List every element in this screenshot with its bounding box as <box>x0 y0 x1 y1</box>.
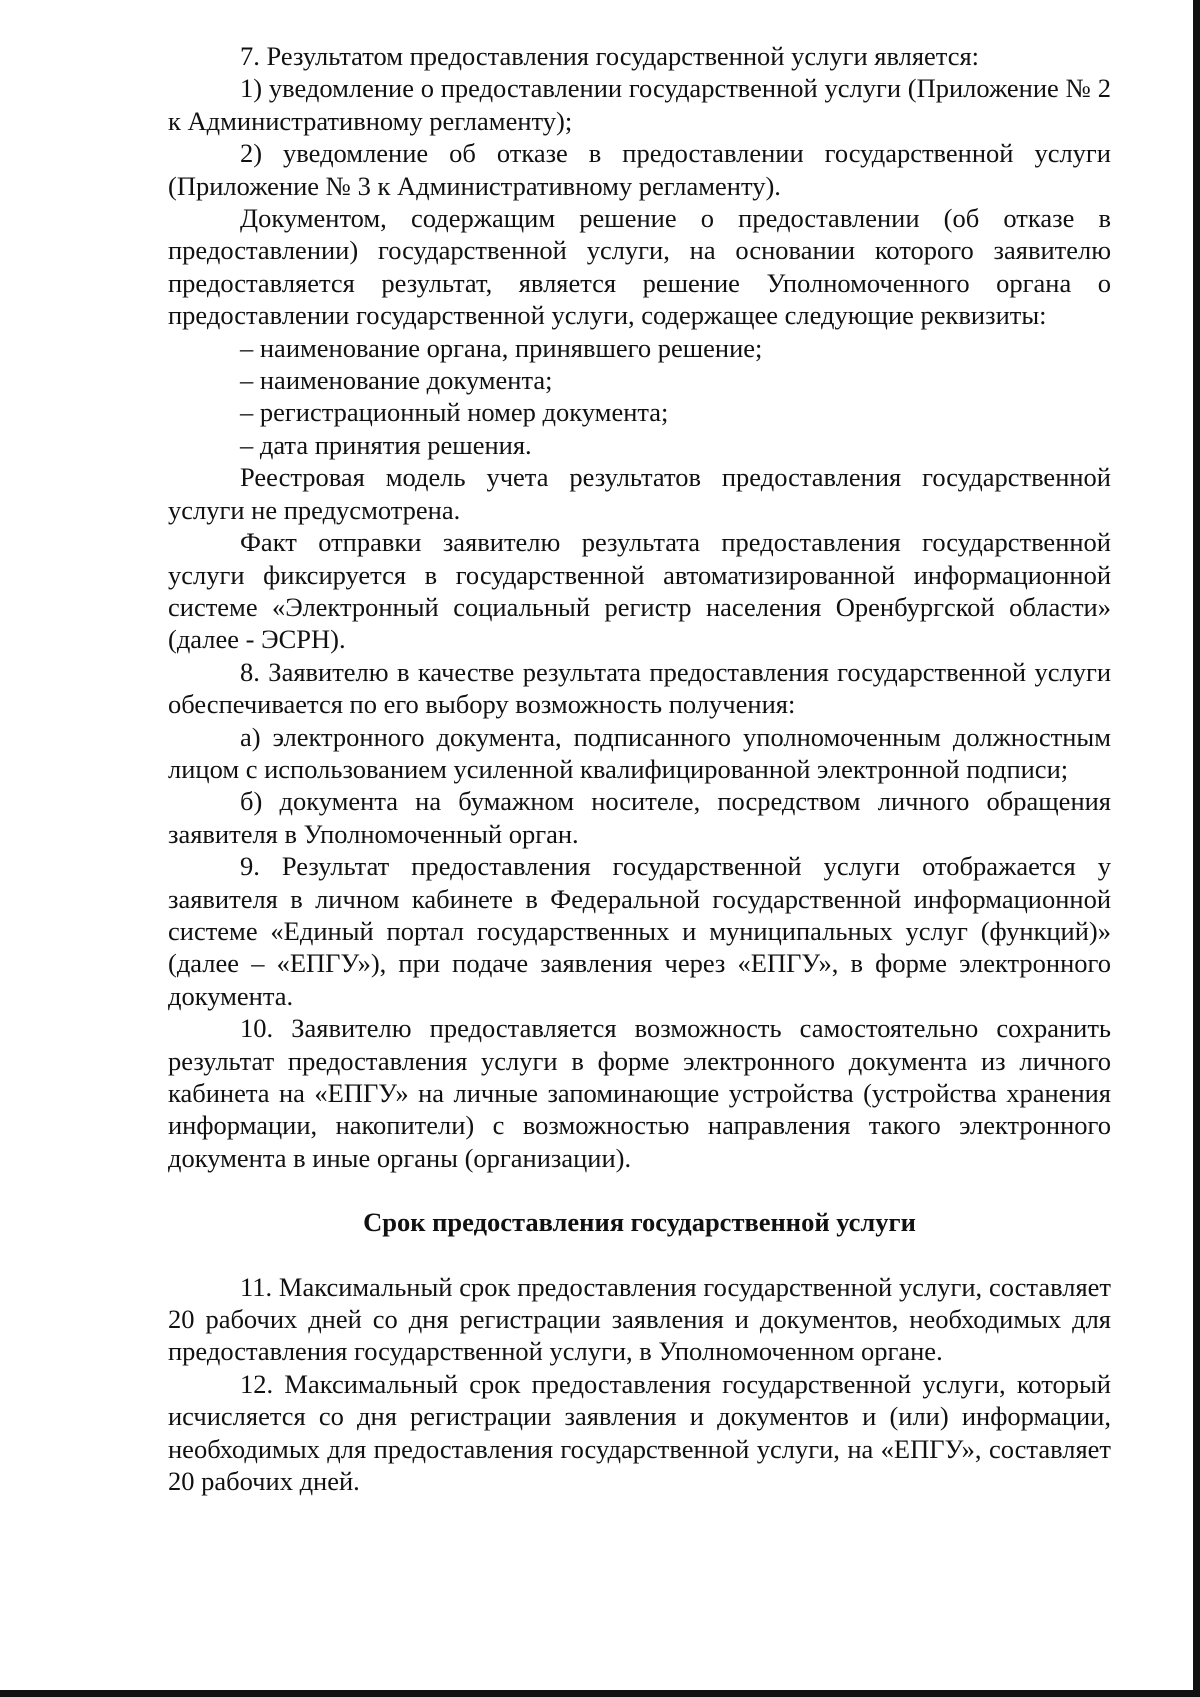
requisite-item: – наименование документа; <box>240 365 553 396</box>
paragraph-8-item-b: б) документа на бумажном носителе, посредством личного обращения заявителя в Уполномоченный орган. <box>168 786 1111 849</box>
paragraph-11: 11. Максимальный срок предоставления государственной услуги, составляет 20 рабочих дней со дня регистрации заявления и документов, необходимых для предоставления государственной услуги, в Уполномоченном органе. <box>168 1271 1111 1367</box>
requisite-item: – регистрационный номер документа; <box>240 397 669 428</box>
paragraph-8: 8. Заявителю в качестве результата предоставления государственной услуги обеспечивается по его выбору возможность получения: <box>168 656 1111 720</box>
scan-border-bottom <box>0 1690 1200 1697</box>
document-page <box>168 40 1111 1497</box>
requisite-item: – наименование органа, принявшего решение; <box>240 332 763 363</box>
paragraph-7-item-1: 1) уведомление о предоставлении государственной услуги (Приложение № 2 к Административному регламенту); <box>168 73 1111 136</box>
paragraph-8-item-a: а) электронного документа, подписанного уполномоченным должностным лицом с использованием усиленной квалифицированной электронной подписи; <box>168 721 1111 784</box>
scan-border-right <box>1193 0 1200 1697</box>
paragraph-decision-document: Документом, содержащим решение о предоставлении (об отказе в предоставлении) государственной услуги, на основании которого заявителю предоставляется результат, является решение Уполномоченного органа о предоставлении государственной услуги, содержащее следующие реквизиты: <box>168 203 1111 331</box>
section-heading: Срок предоставления государственной услуги <box>363 1207 916 1238</box>
paragraph-7-intro: 7. Результатом предоставления государственной услуги является: <box>240 41 980 71</box>
requisite-item: – дата принятия решения. <box>240 429 532 460</box>
paragraph-7-item-2: 2) уведомление об отказе в предоставлении государственной услуги (Приложение № 3 к Административному регламенту). <box>168 138 1111 201</box>
paragraph-12: 12. Максимальный срок предоставления государственной услуги, который исчисляется со дня регистрации заявления и документов и (или) информации, необходимых для предоставления государственной услуги, на «ЕПГУ», составляет 20 рабочих дней. <box>168 1368 1111 1497</box>
paragraph-10: 10. Заявителю предоставляется возможность самостоятельно сохранить результат предоставления услуги в форме электронного документа из личного кабинета на «ЕПГУ» на личные запоминающие устройства (устройства хранения информации, накопители) с возможностью направления такого электронного документа в иные органы (организации). <box>168 1013 1111 1173</box>
paragraph-esrn: Факт отправки заявителю результата предоставления государственной услуги фиксируется в государственной автоматизированной информационной системе «Электронный социальный регистр населения Оренбургской области» (далее - ЭСРН). <box>168 527 1111 655</box>
paragraph-registry-model: Реестровая модель учета результатов предоставления государственной услуги не предусмотрена. <box>168 462 1111 525</box>
paragraph-9: 9. Результат предоставления государственной услуги отображается у заявителя в личном кабинете в Федеральной государственной информационной системе «Единый портал государственных и муниципальных услуг (функций)» (далее – «ЕПГУ»), при подаче заявления через «ЕПГУ», в форме электронного документа. <box>168 851 1111 1011</box>
